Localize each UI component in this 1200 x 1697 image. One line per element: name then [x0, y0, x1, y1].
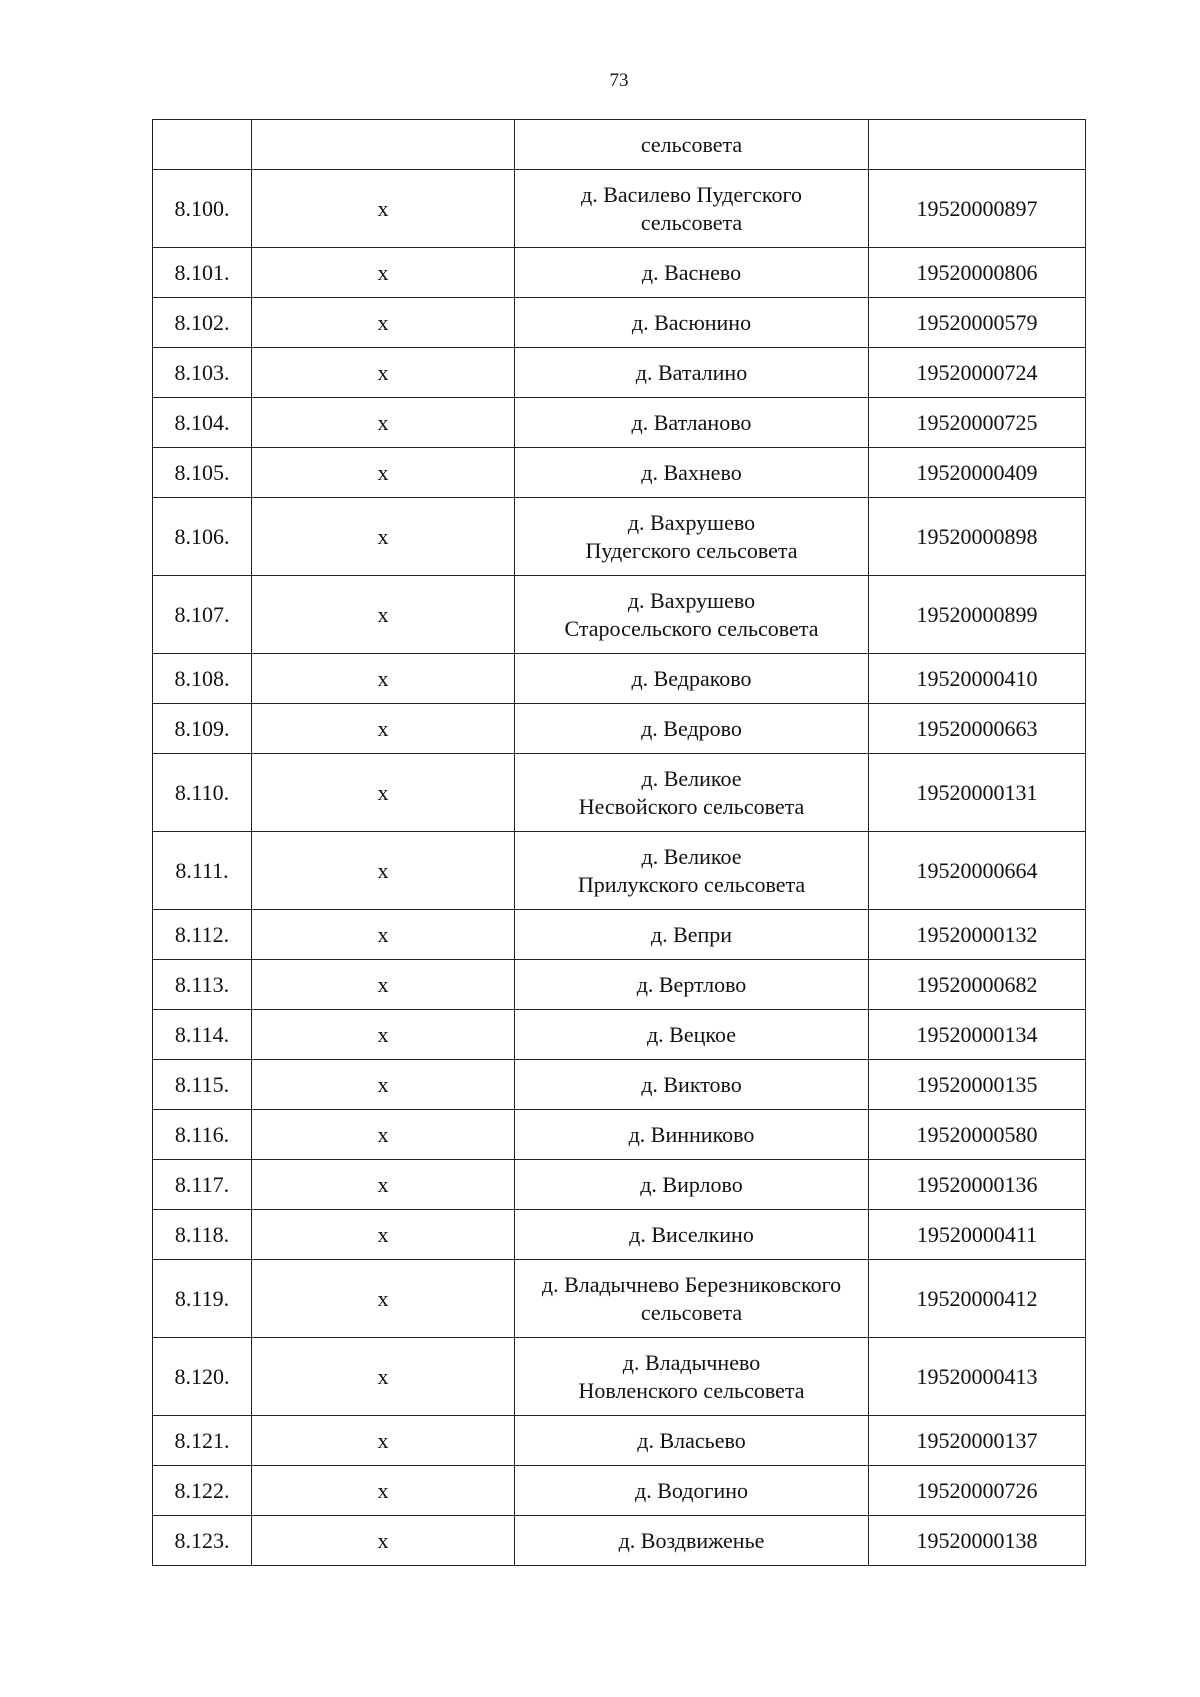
cell-code: 19520000409	[869, 448, 1086, 498]
table-row	[153, 1338, 1086, 1416]
cell-type: х	[252, 960, 515, 1010]
cell-name-line: д. Великое	[641, 765, 742, 791]
cell-code: 19520000725	[869, 398, 1086, 448]
table-row	[153, 960, 1086, 1010]
cell-number	[153, 120, 252, 170]
cell-code: 19520000897	[869, 170, 1086, 248]
table-row	[153, 1516, 1086, 1566]
cell-number: 8.120.	[153, 1338, 252, 1416]
cell-name-line: Новленского сельсовета	[578, 1377, 805, 1403]
cell-name-line: д. Вахнево	[641, 459, 742, 485]
cell-name-line: д. Вахрушево	[627, 509, 756, 535]
cell-name-line: сельсовета	[640, 131, 743, 157]
cell-name	[515, 832, 869, 910]
cell-name	[515, 1110, 869, 1160]
cell-name-line: д. Ведрово	[641, 715, 742, 741]
table-row	[153, 704, 1086, 754]
cell-type	[252, 120, 515, 170]
cell-code: 19520000580	[869, 1110, 1086, 1160]
page-number: 73	[609, 70, 629, 91]
table-row	[153, 1010, 1086, 1060]
cell-type: х	[252, 754, 515, 832]
cell-name-line: Пудегского сельсовета	[585, 537, 798, 563]
cell-number: 8.121.	[153, 1416, 252, 1466]
cell-number: 8.113.	[153, 960, 252, 1010]
cell-code: 19520000724	[869, 348, 1086, 398]
cell-code: 19520000410	[869, 654, 1086, 704]
table-row	[153, 1466, 1086, 1516]
cell-code: 19520000137	[869, 1416, 1086, 1466]
table-row	[153, 1060, 1086, 1110]
cell-name	[515, 754, 869, 832]
cell-type: х	[252, 832, 515, 910]
table-row	[153, 398, 1086, 448]
cell-type: х	[252, 1466, 515, 1516]
cell-number: 8.122.	[153, 1466, 252, 1516]
cell-number: 8.100.	[153, 170, 252, 248]
cell-type: х	[252, 910, 515, 960]
cell-name	[515, 298, 869, 348]
cell-code: 19520000726	[869, 1466, 1086, 1516]
cell-type: х	[252, 1110, 515, 1160]
cell-number: 8.123.	[153, 1516, 252, 1566]
cell-type: х	[252, 1260, 515, 1338]
cell-number: 8.109.	[153, 704, 252, 754]
cell-name	[515, 960, 869, 1010]
cell-code: 19520000132	[869, 910, 1086, 960]
cell-number: 8.107.	[153, 576, 252, 654]
cell-number: 8.102.	[153, 298, 252, 348]
cell-name-line: д. Воздвиженье	[618, 1527, 765, 1553]
cell-type: х	[252, 704, 515, 754]
cell-name	[515, 170, 869, 248]
cell-number: 8.106.	[153, 498, 252, 576]
cell-code: 19520000138	[869, 1516, 1086, 1566]
table-row	[153, 498, 1086, 576]
cell-name-line: д. Виселкино	[629, 1221, 754, 1247]
cell-type: х	[252, 298, 515, 348]
cell-name-line: д. Власьево	[637, 1427, 746, 1453]
cell-code: 19520000413	[869, 1338, 1086, 1416]
cell-name	[515, 248, 869, 298]
cell-name	[515, 1060, 869, 1110]
cell-name-line: д. Вепри	[650, 921, 733, 947]
cell-name-line: Старосельского сельсовета	[564, 615, 819, 641]
table-row	[153, 654, 1086, 704]
cell-name	[515, 1338, 869, 1416]
table-row	[153, 1260, 1086, 1338]
table-row	[153, 1210, 1086, 1260]
cell-name-line: д. Водогино	[635, 1477, 748, 1503]
cell-name-line: д. Владычнево	[622, 1349, 761, 1375]
table-row	[153, 448, 1086, 498]
cell-name	[515, 1466, 869, 1516]
cell-name	[515, 398, 869, 448]
cell-name	[515, 498, 869, 576]
cell-number: 8.105.	[153, 448, 252, 498]
cell-name-line: д. Великое	[641, 843, 742, 869]
cell-code: 19520000412	[869, 1260, 1086, 1338]
cell-type: х	[252, 1060, 515, 1110]
cell-type: х	[252, 576, 515, 654]
settlements-table	[152, 119, 1086, 1566]
table-row-continuation	[153, 120, 1086, 170]
cell-number: 8.111.	[153, 832, 252, 910]
table-row	[153, 348, 1086, 398]
cell-name-line: д. Вертлово	[636, 971, 747, 997]
cell-name-line: д. Васнево	[641, 259, 742, 285]
cell-type: х	[252, 1516, 515, 1566]
cell-name-line: д. Васюнино	[631, 309, 752, 335]
cell-type: х	[252, 1416, 515, 1466]
table-row	[153, 1160, 1086, 1210]
cell-code: 19520000664	[869, 832, 1086, 910]
cell-code: 19520000898	[869, 498, 1086, 576]
cell-number: 8.114.	[153, 1010, 252, 1060]
table-row	[153, 1110, 1086, 1160]
cell-name	[515, 576, 869, 654]
cell-name-line: д. Вахрушево	[627, 587, 756, 613]
cell-number: 8.117.	[153, 1160, 252, 1210]
cell-type: х	[252, 1010, 515, 1060]
cell-code: 19520000682	[869, 960, 1086, 1010]
cell-code: 19520000134	[869, 1010, 1086, 1060]
cell-type: х	[252, 248, 515, 298]
cell-type: х	[252, 1210, 515, 1260]
cell-number: 8.110.	[153, 754, 252, 832]
cell-type: х	[252, 348, 515, 398]
cell-name-line: д. Виктово	[641, 1071, 742, 1097]
cell-name-line: д. Ваталино	[635, 359, 748, 385]
cell-type: х	[252, 170, 515, 248]
cell-name-line: д. Владычнево Березниковского	[541, 1271, 842, 1297]
cell-name-line: Прилукского сельсовета	[577, 871, 806, 897]
cell-type: х	[252, 1338, 515, 1416]
cell-name-line: д. Вецкое	[646, 1021, 736, 1047]
cell-name	[515, 910, 869, 960]
cell-number: 8.119.	[153, 1260, 252, 1338]
cell-code	[869, 120, 1086, 170]
cell-name-line: сельсовета	[640, 209, 743, 235]
cell-name	[515, 120, 869, 170]
table-row	[153, 298, 1086, 348]
cell-type: х	[252, 1160, 515, 1210]
table-row	[153, 754, 1086, 832]
cell-code: 19520000135	[869, 1060, 1086, 1110]
cell-name-line: д. Василево Пудегского	[581, 181, 802, 207]
cell-name-line: д. Винниково	[628, 1121, 755, 1147]
cell-name	[515, 448, 869, 498]
cell-number: 8.103.	[153, 348, 252, 398]
cell-name	[515, 704, 869, 754]
cell-number: 8.118.	[153, 1210, 252, 1260]
cell-name	[515, 1416, 869, 1466]
cell-name	[515, 1260, 869, 1338]
cell-name-line: сельсовета	[640, 1299, 743, 1325]
table-row	[153, 1416, 1086, 1466]
cell-type: х	[252, 498, 515, 576]
cell-type: х	[252, 448, 515, 498]
cell-name	[515, 1160, 869, 1210]
cell-type: х	[252, 654, 515, 704]
cell-code: 19520000131	[869, 754, 1086, 832]
table-row	[153, 248, 1086, 298]
cell-number: 8.112.	[153, 910, 252, 960]
cell-code: 19520000663	[869, 704, 1086, 754]
cell-name-line: д. Вирлово	[640, 1171, 743, 1197]
cell-name	[515, 1516, 869, 1566]
table-row	[153, 576, 1086, 654]
cell-number: 8.108.	[153, 654, 252, 704]
cell-number: 8.101.	[153, 248, 252, 298]
cell-code: 19520000579	[869, 298, 1086, 348]
cell-name	[515, 1010, 869, 1060]
cell-number: 8.115.	[153, 1060, 252, 1110]
cell-name-line: Несвойского сельсовета	[578, 793, 805, 819]
table-row	[153, 170, 1086, 248]
cell-type: х	[252, 398, 515, 448]
cell-number: 8.104.	[153, 398, 252, 448]
cell-code: 19520000411	[869, 1210, 1086, 1260]
cell-name-line: д. Ватланово	[631, 409, 752, 435]
table-row	[153, 832, 1086, 910]
table-row	[153, 910, 1086, 960]
cell-name-line: д. Ведраково	[631, 665, 752, 691]
cell-number: 8.116.	[153, 1110, 252, 1160]
cell-code: 19520000136	[869, 1160, 1086, 1210]
cell-code: 19520000899	[869, 576, 1086, 654]
cell-name	[515, 654, 869, 704]
table-body	[153, 120, 1086, 1566]
cell-name	[515, 1210, 869, 1260]
cell-name	[515, 348, 869, 398]
cell-code: 19520000806	[869, 248, 1086, 298]
